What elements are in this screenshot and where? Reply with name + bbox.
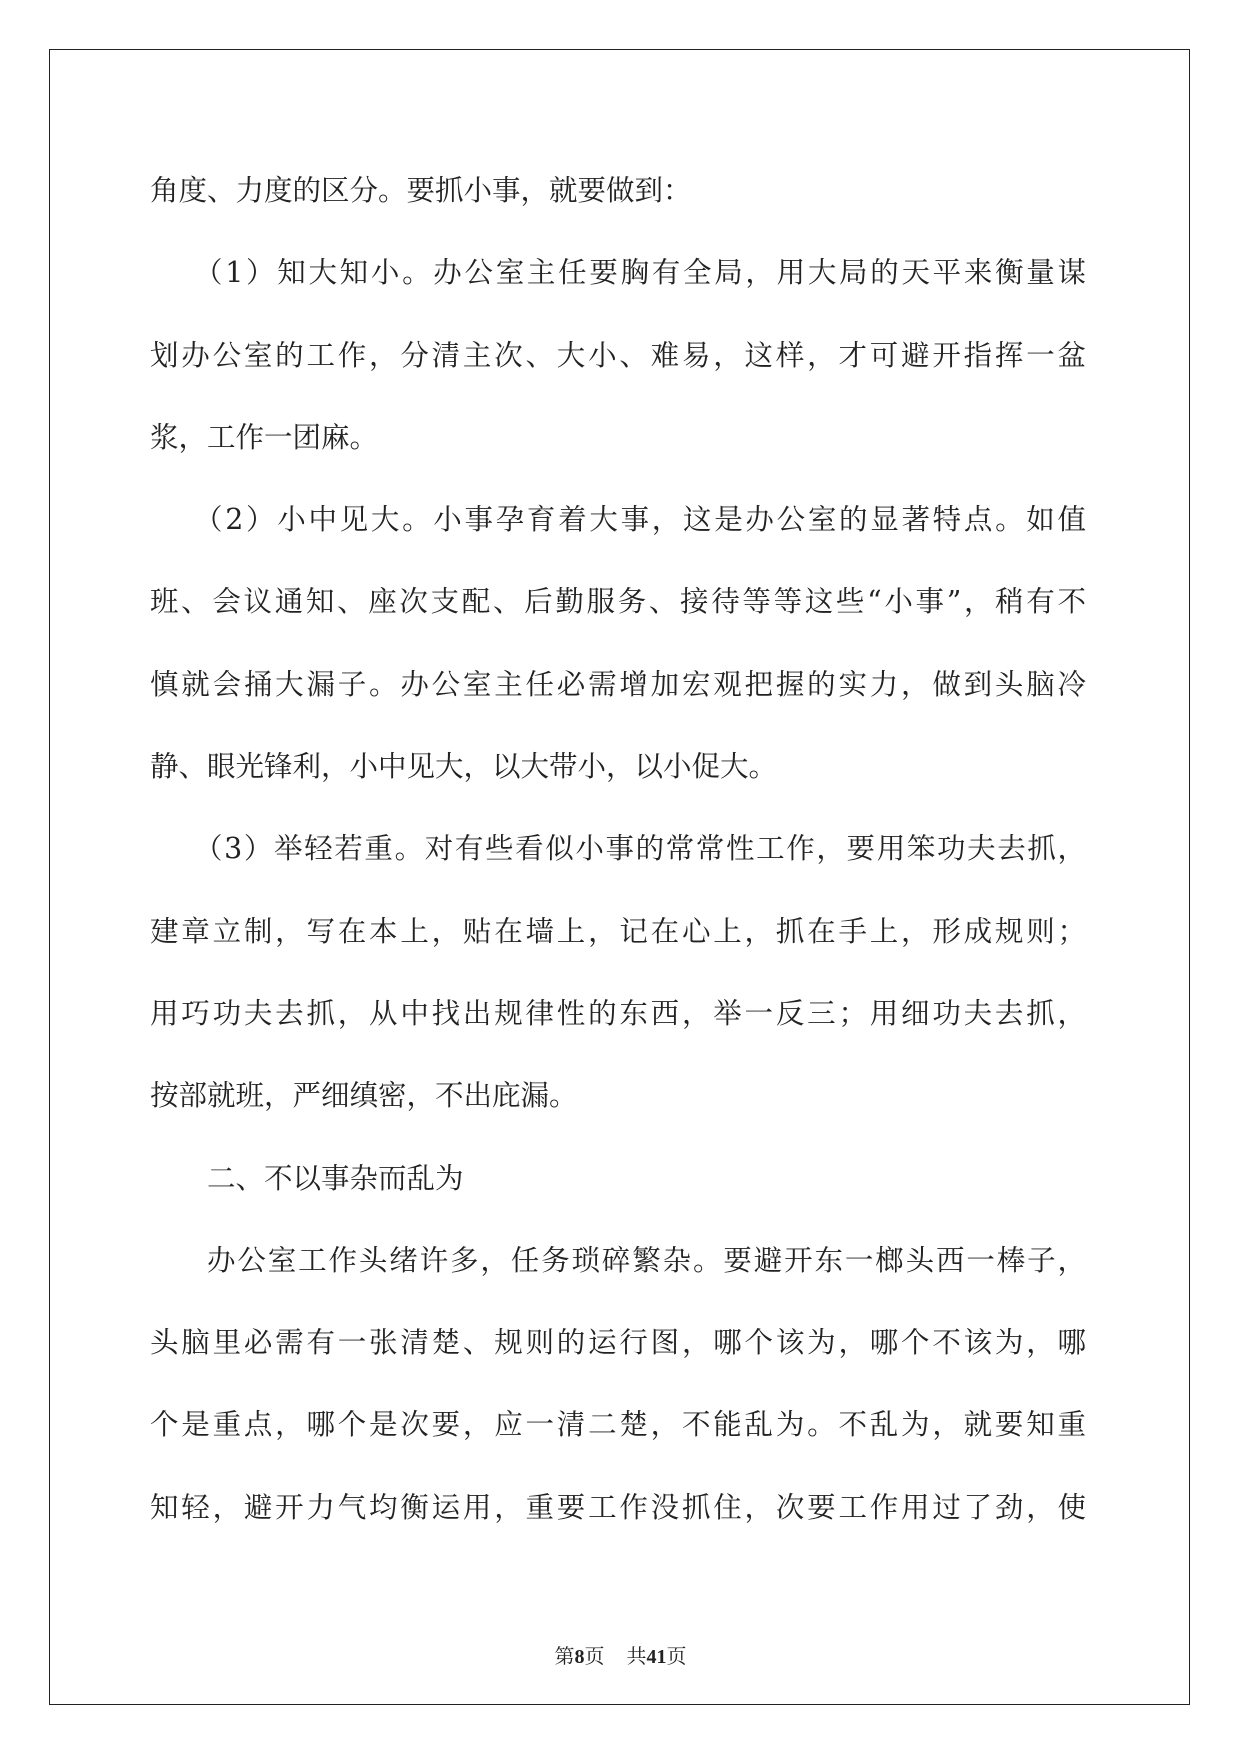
text-line: 建章立制，写在本上，贴在墙上，记在心上，抓在手上，形成规则； xyxy=(150,914,1086,948)
text-line: 按部就班，严细缜密，不出庇漏。 xyxy=(150,1079,578,1113)
total-suffix: 页 xyxy=(666,1644,687,1668)
text-line: 静、眼光锋利，小中见大，以大带小，以小促大。 xyxy=(150,750,778,784)
page-footer xyxy=(0,1640,1241,1669)
text-line: 二、不以事杂而乱为 xyxy=(207,1161,464,1195)
text-line: 角度、力度的区分。要抓小事，就要做到： xyxy=(150,174,692,207)
text-line: 慎就会捅大漏子。办公室主任必需增加宏观把握的实力，做到头脑冷 xyxy=(150,667,1086,701)
text-line: 头脑里必需有一张清楚、规则的运行图，哪个该为，哪个不该为，哪 xyxy=(150,1326,1086,1360)
text-line: 个是重点，哪个是次要，应一清二楚，不能乱为。不乱为，就要知重 xyxy=(150,1408,1086,1442)
total-pages: 41 xyxy=(646,1646,667,1668)
text-line: （3）举轻若重。对有些看似小事的常常性工作，要用笨功夫去抓， xyxy=(194,832,1086,866)
page-number: 8 xyxy=(574,1646,585,1668)
text-line: （1）知大知小。办公室主任要胸有全局，用大局的天平来衡量谋 xyxy=(194,256,1086,290)
text-line: 办公室工作头绪许多，任务琐碎繁杂。要避开东一榔头西一棒子， xyxy=(207,1243,1086,1277)
text-line: 班、会议通知、座次支配、后勤服务、接待等等这些“小事”，稍有不 xyxy=(150,585,1086,619)
text-line: （2）小中见大。小事孕育着大事，这是办公室的显著特点。如值 xyxy=(194,503,1086,537)
text-line: 浆，工作一团麻。 xyxy=(150,420,379,454)
total-prefix: 共 xyxy=(626,1644,647,1668)
text-line: 划办公室的工作，分清主次、大小、难易，这样，才可避开指挥一盆 xyxy=(150,338,1086,372)
text-line: 用巧功夫去抓，从中找出规律性的东西，举一反三；用细功夫去抓， xyxy=(150,996,1086,1030)
text-line: 知轻，避开力气均衡运用，重要工作没抓住，次要工作用过了劲，使 xyxy=(150,1490,1086,1524)
document-body xyxy=(150,150,1086,1549)
page-prefix: 第 xyxy=(554,1644,575,1668)
page-suffix: 页 xyxy=(584,1644,605,1668)
